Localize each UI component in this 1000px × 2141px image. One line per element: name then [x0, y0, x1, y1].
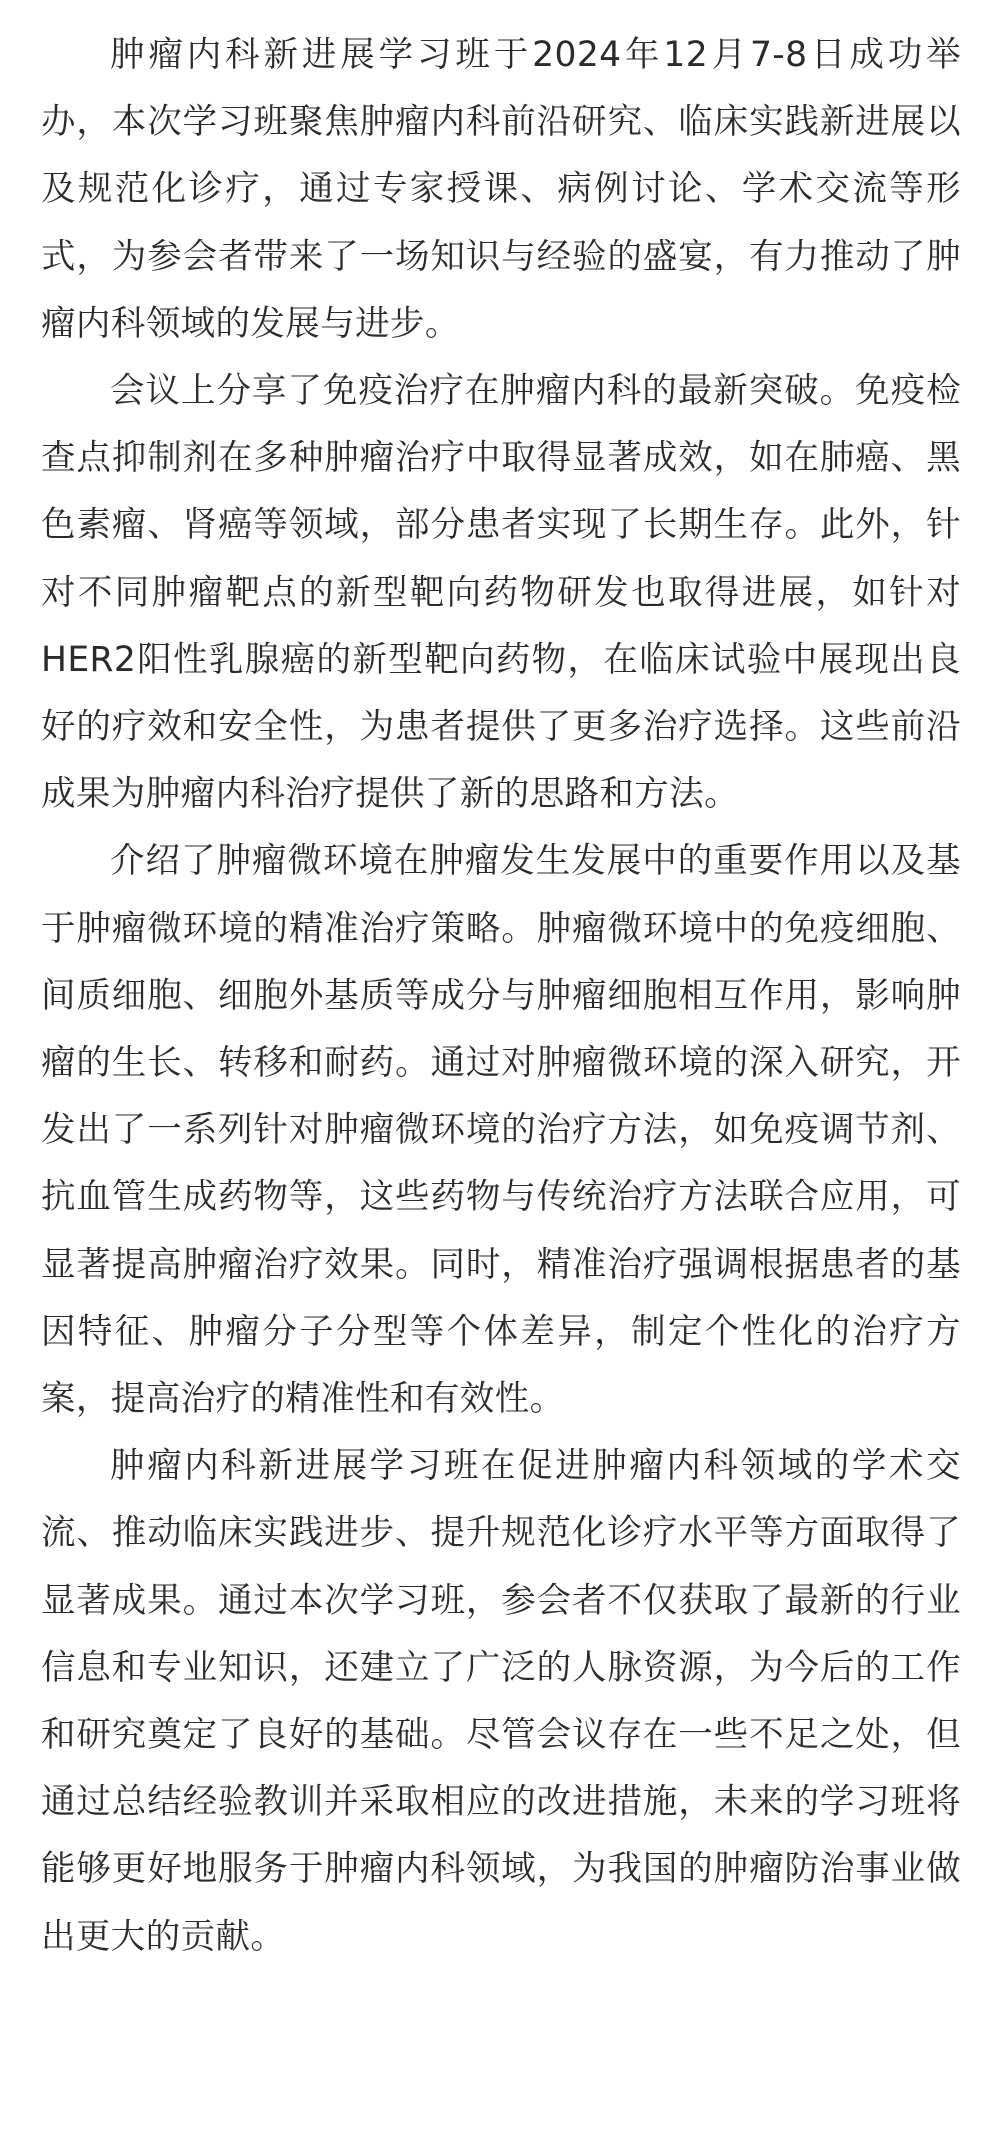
paragraph-conclusion: 肿瘤内科新进展学习班在促进肿瘤内科领域的学术交流、推动临床实践进步、提升规范化诊疗水平等方面取得了显著成果。通过本次学习班，参会者不仅获取了最新的行业信息和专业知识，还建立了广泛的人脉资源，为今后的工作和研究奠定了良好的基础。尽管会议存在一些不足之处，但通过总结经验教训并采取相应的改进措施，未来的学习班将能够更好地服务于肿瘤内科领域，为我国的肿瘤防治事业做出更大的贡献。 — [41, 1446, 961, 1957]
article-body — [41, 22, 961, 1971]
paragraph-tumor-microenvironment: 介绍了肿瘤微环境在肿瘤发生发展中的重要作用以及基于肿瘤微环境的精准治疗策略。肿瘤微环境中的免疫细胞、间质细胞、细胞外基质等成分与肿瘤细胞相互作用，影响肿瘤的生长、转移和耐药。通过对肿瘤微环境的深入研究，开发出了一系列针对肿瘤微环境的治疗方法，如免疫调节剂、抗血管生成药物等，这些药物与传统治疗方法联合应用，可显著提高肿瘤治疗效果。同时，精准治疗强调根据患者的基因特征、肿瘤分子分型等个体差异，制定个性化的治疗方案，提高治疗的精准性和有效性。 — [41, 841, 961, 1420]
paragraph-intro: 肿瘤内科新进展学习班于2024年12月7-8日成功举办，本次学习班聚焦肿瘤内科前沿研究、临床实践新进展以及规范化诊疗，通过专家授课、病例讨论、学术交流等形式，为参会者带来了一场知识与经验的盛宴，有力推动了肿瘤内科领域的发展与进步。 — [41, 35, 961, 344]
paragraph-immunotherapy: 会议上分享了免疫治疗在肿瘤内科的最新突破。免疫检查点抑制剂在多种肿瘤治疗中取得显著成效，如在肺癌、黑色素瘤、肾癌等领域，部分患者实现了长期生存。此外，针对不同肿瘤靶点的新型靶向药物研发也取得进展，如针对HER2阳性乳腺癌的新型靶向药物，在临床试验中展现出良好的疗效和安全性，为患者提供了更多治疗选择。这些前沿成果为肿瘤内科治疗提供了新的思路和方法。 — [41, 371, 961, 815]
